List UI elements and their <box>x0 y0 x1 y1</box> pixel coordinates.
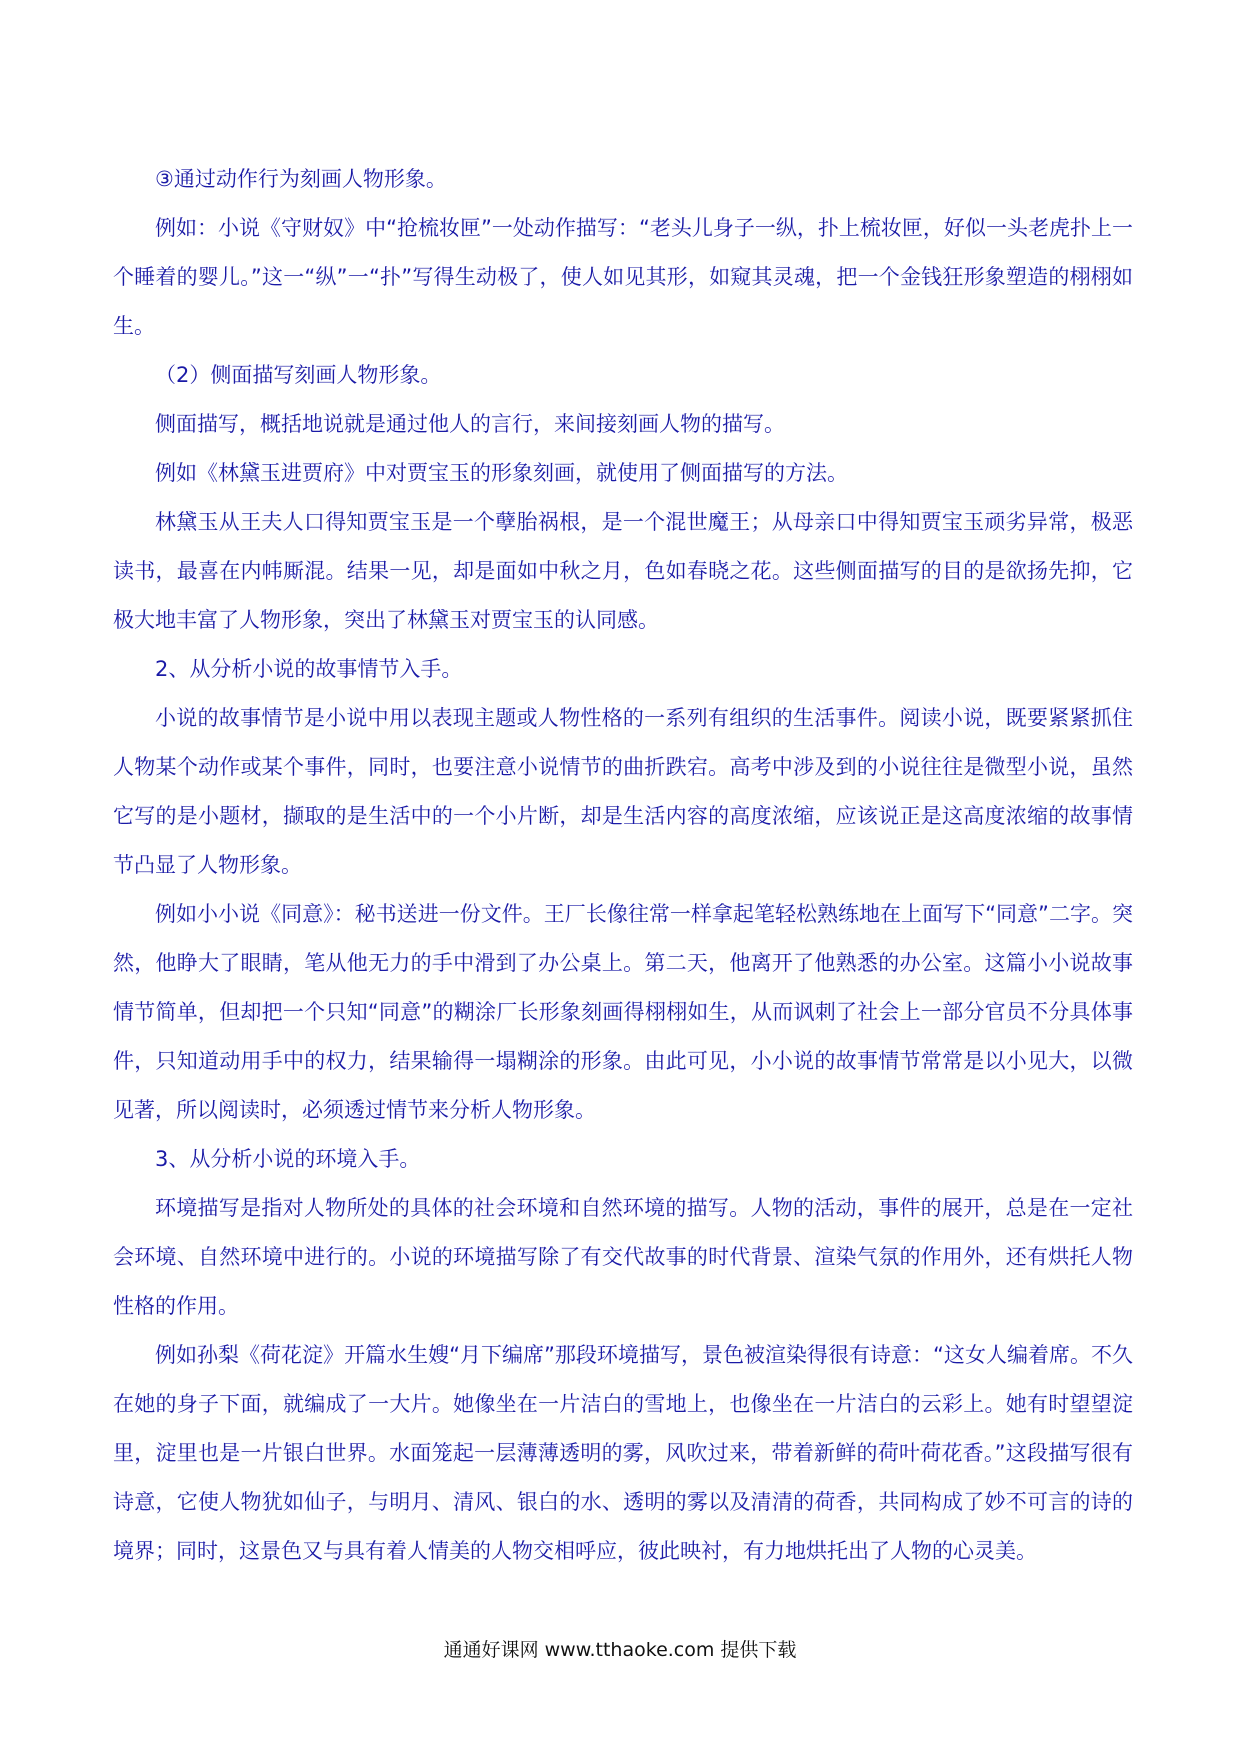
paragraph-environment-body: 环境描写是指对人物所处的具体的社会环境和自然环境的描写。人物的活动，事件的展开，总是在一定社会环境、自然环境中进行的。小说的环境描写除了有交代故事的时代背景、渲染气氛的作用外，还有烘托人物性格的作用。 <box>113 1196 1133 1318</box>
document-body <box>113 155 1133 1576</box>
page-footer: 通通好课网 www.tthaoke.com 提供下载 <box>443 1639 797 1661</box>
paragraph-side-example-intro: 例如《林黛玉进贾府》中对贾宝玉的形象刻画，就使用了侧面描写的方法。 <box>155 461 848 485</box>
paragraph-environment-example: 例如孙梨《荷花淀》开篇水生嫂“月下编席”那段环境描写，景色被渲染得很有诗意：“这女人编着席。不久在她的身子下面，就编成了一大片。她像坐在一片洁白的雪地上，也像坐在一片洁白的云彩上。她有时望望淀里，淀里也是一片银白世界。水面笼起一层薄薄透明的雾，风吹过来，带着新鲜的荷叶荷花香。”这段描写很有诗意，它使人物犹如仙子，与明月、清风、银白的水、透明的雾以及清清的荷香，共同构成了妙不可言的诗的境界；同时，这景色又与具有着人情美的人物交相呼应，彼此映衬，有力地烘托出了人物的心灵美。 <box>113 1343 1133 1563</box>
paragraph-plot-heading: 2、从分析小说的故事情节入手。 <box>155 657 463 681</box>
paragraph-environment-heading: 3、从分析小说的环境入手。 <box>155 1147 421 1171</box>
paragraph-side-example: 林黛玉从王夫人口得知贾宝玉是一个孽胎祸根，是一个混世魔王；从母亲口中得知贾宝玉顽劣异常，极恶读书，最喜在内帏厮混。结果一见，却是面如中秋之月，色如春晓之花。这些侧面描写的目的是欲扬先抑，它极大地丰富了人物形象，突出了林黛玉对贾宝玉的认同感。 <box>113 510 1133 632</box>
paragraph-action-example: 例如：小说《守财奴》中“抢梳妆匣”一处动作描写：“老头儿身子一纵，扑上梳妆匣，好似一头老虎扑上一个睡着的婴儿。”这一“纵”一“扑”写得生动极了，使人如见其形，如窥其灵魂，把一个金钱狂形象塑造的栩栩如生。 <box>113 216 1133 338</box>
paragraph-plot-body: 小说的故事情节是小说中用以表现主题或人物性格的一系列有组织的生活事件。阅读小说，既要紧紧抓住人物某个动作或某个事件，同时，也要注意小说情节的曲折跌宕。高考中涉及到的小说往往是微型小说，虽然它写的是小题材，撷取的是生活中的一个小片断，却是生活内容的高度浓缩，应该说正是这高度浓缩的故事情节凸显了人物形象。 <box>113 706 1133 877</box>
paragraph-action-heading: ③通过动作行为刻画人物形象。 <box>155 167 447 191</box>
paragraph-side-heading: （2）侧面描写刻画人物形象。 <box>155 363 442 387</box>
paragraph-side-definition: 侧面描写，概括地说就是通过他人的言行，来间接刻画人物的描写。 <box>155 412 785 436</box>
paragraph-plot-example: 例如小小说《同意》：秘书送进一份文件。王厂长像往常一样拿起笔轻松熟练地在上面写下“同意”二字。突然，他睁大了眼睛，笔从他无力的手中滑到了办公桌上。第二天，他离开了他熟悉的办公室。这篇小小说故事情节简单，但却把一个只知“同意”的糊涂厂长形象刻画得栩栩如生，从而讽刺了社会上一部分官员不分具体事件，只知道动用手中的权力，结果输得一塌糊涂的形象。由此可见，小小说的故事情节常常是以小见大，以微见著，所以阅读时，必须透过情节来分析人物形象。 <box>113 902 1133 1122</box>
